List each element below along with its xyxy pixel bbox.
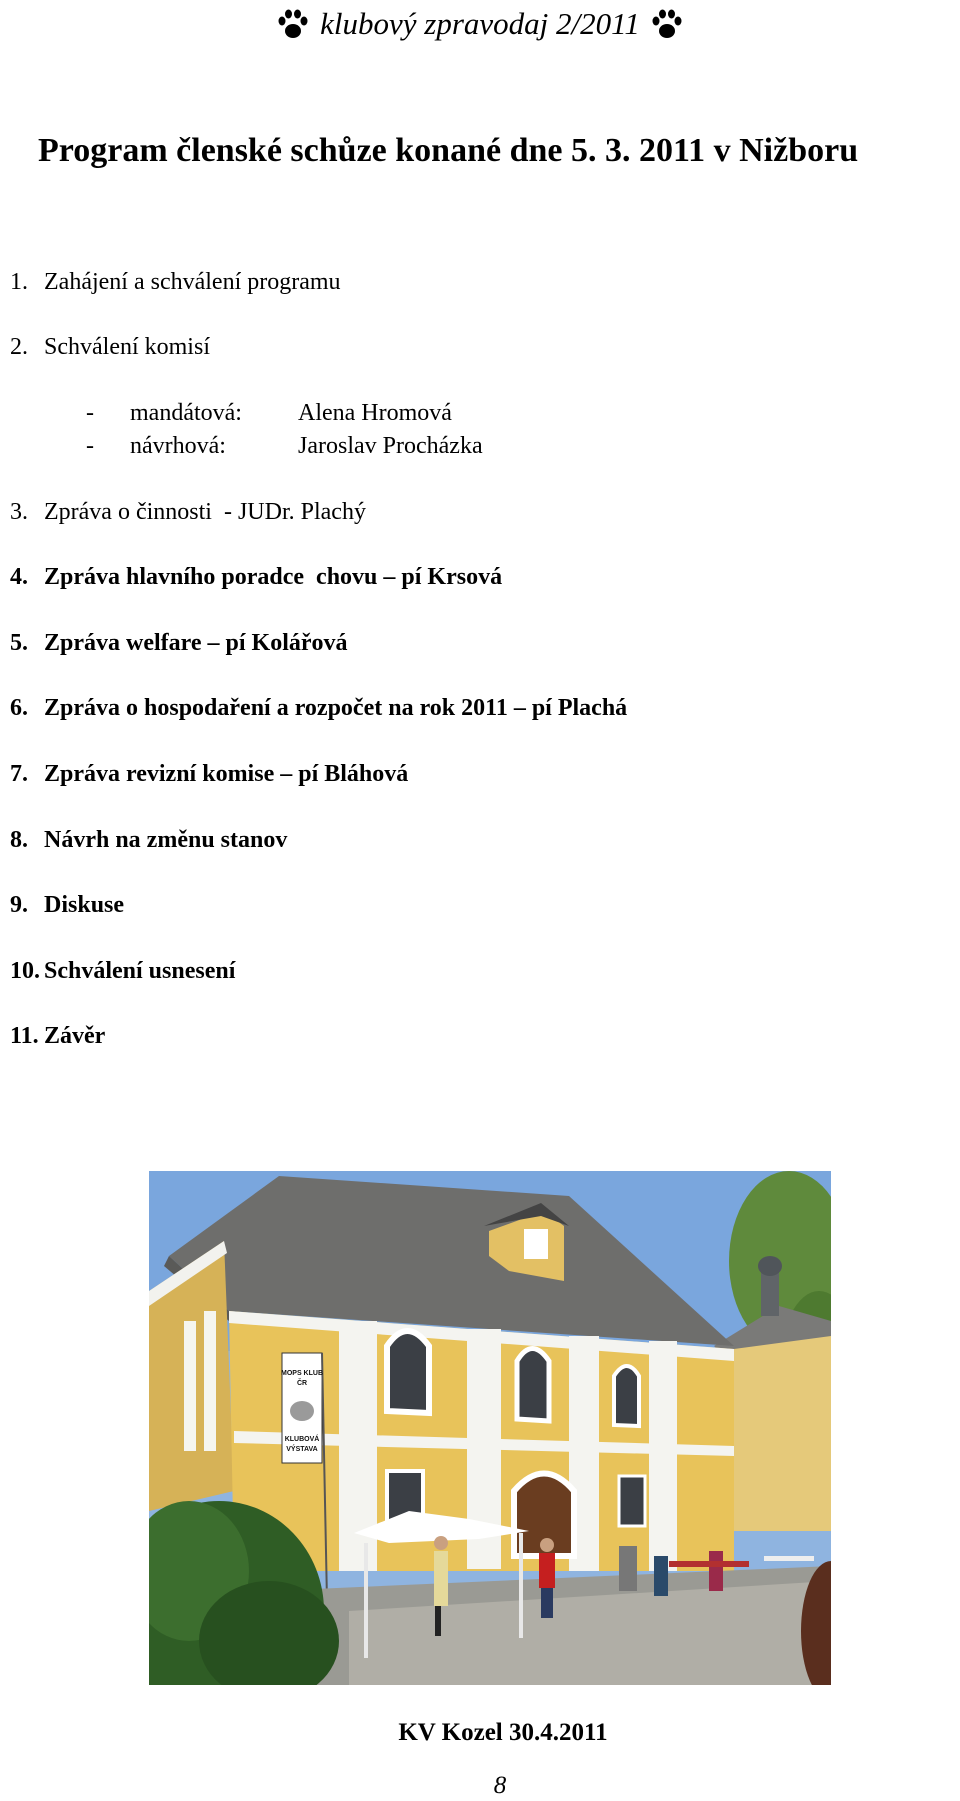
agenda-number: 11.: [10, 1023, 39, 1049]
agenda-item: [10, 563, 502, 591]
agenda-number: 1.: [10, 269, 28, 295]
agenda-text: Zahájení a schválení programu: [44, 269, 341, 295]
commission-member: Jaroslav Procházka: [298, 433, 483, 459]
banner-line: KLUBOVÁ: [284, 1436, 320, 1443]
event-photo: [149, 1171, 831, 1685]
agenda-number: 5.: [10, 630, 28, 656]
agenda-text: Zpráva o činnosti - JUDr. Plachý: [44, 499, 366, 525]
list-dash: -: [86, 433, 94, 459]
agenda-text: Zpráva hlavního poradce chovu – pí Krsová: [44, 564, 503, 590]
agenda-number: 10.: [10, 958, 40, 984]
paw-icon: [276, 7, 310, 41]
agenda-item: [10, 333, 210, 361]
page-number: 8: [493, 1772, 507, 1799]
agenda-number: 2.: [10, 334, 28, 360]
agenda-item: [10, 1022, 105, 1050]
agenda-text: Schválení usnesení: [44, 958, 236, 984]
list-dash: -: [86, 400, 94, 426]
agenda-text: Zpráva o hospodaření a rozpočet na rok 2011 – pí Plachá: [44, 695, 628, 721]
agenda-item: [10, 957, 235, 985]
agenda-item: [10, 268, 341, 296]
commission-member: Alena Hromová: [298, 400, 452, 426]
agenda-item: [10, 629, 348, 657]
agenda-text: Návrh na změnu stanov: [44, 827, 288, 853]
agenda-item: [10, 694, 627, 722]
banner-line: MOPS KLUB: [281, 1370, 323, 1377]
photo-caption: KV Kozel 30.4.2011: [398, 1719, 608, 1746]
agenda-text: Diskuse: [44, 892, 125, 918]
agenda-text: Schválení komisí: [44, 334, 210, 360]
banner-line: VÝSTAVA: [286, 1446, 318, 1453]
page-title: Program členské schůze konané dne 5. 3. 2011 v Nižboru: [38, 132, 859, 169]
commission-mandate: [86, 399, 452, 427]
commission-proposal: [86, 432, 483, 460]
agenda-text: Zpráva revizní komise – pí Bláhová: [44, 761, 409, 787]
agenda-text: Závěr: [44, 1023, 106, 1049]
agenda-item: [10, 760, 408, 788]
agenda-number: 8.: [10, 827, 28, 853]
agenda-number: 6.: [10, 695, 28, 721]
agenda-number: 3.: [10, 499, 28, 525]
agenda-number: 9.: [10, 892, 28, 918]
newsletter-title: klubový zpravodaj 2/2011: [320, 6, 640, 41]
agenda-text: Zpráva welfare – pí Kolářová: [44, 630, 348, 656]
agenda-item: [10, 498, 366, 526]
banner-line: ČR: [296, 1380, 308, 1387]
commission-role: návrhová:: [130, 433, 226, 459]
agenda-item: [10, 826, 287, 854]
agenda-number: 4.: [10, 564, 28, 590]
agenda-number: 7.: [10, 761, 28, 787]
agenda-item: [10, 891, 124, 919]
page-header: [0, 0, 960, 48]
paw-icon: [650, 7, 684, 41]
commission-role: mandátová:: [130, 400, 242, 426]
